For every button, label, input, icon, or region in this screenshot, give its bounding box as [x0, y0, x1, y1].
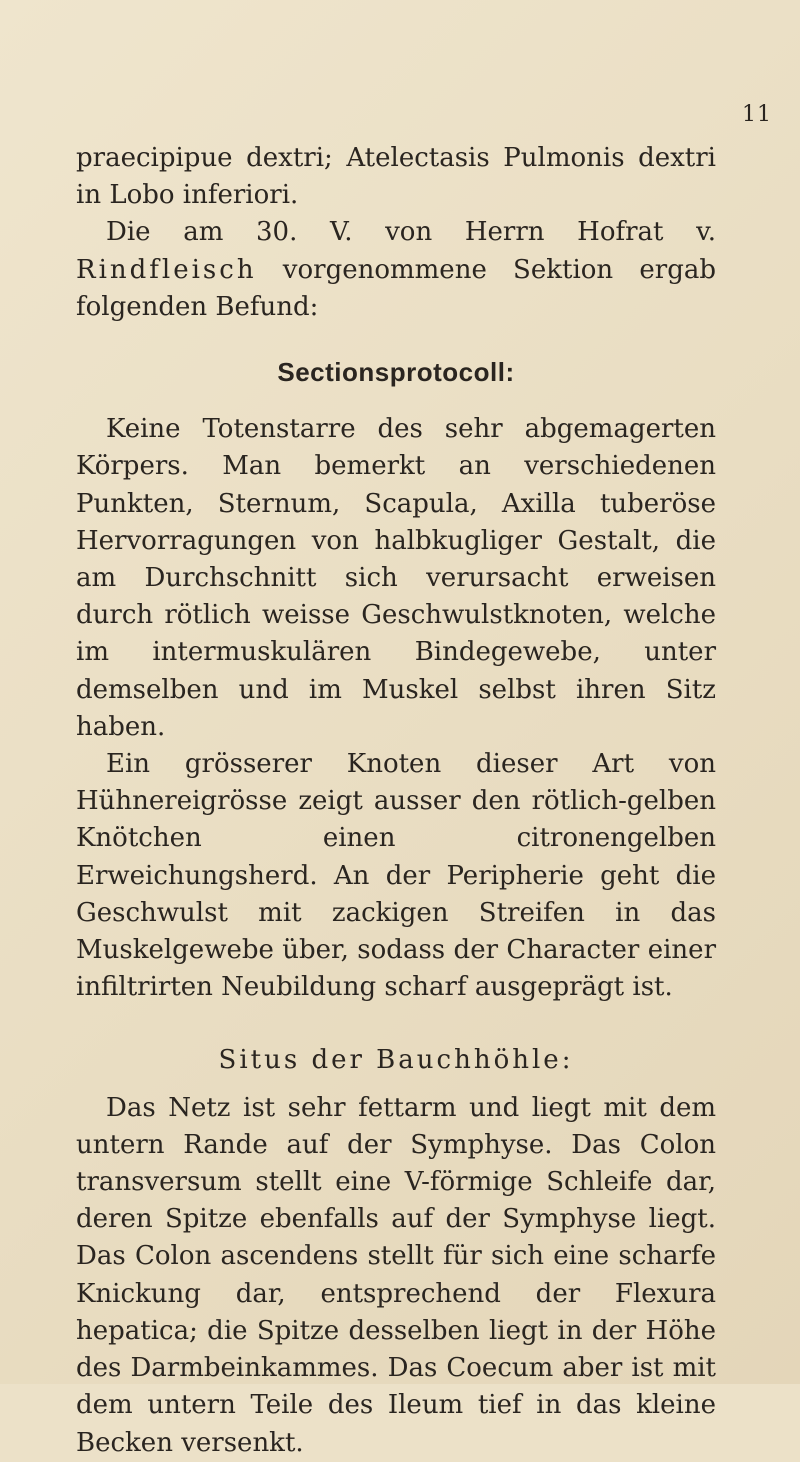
paragraph-2-end: vorgenommene Sektion ergab folgenden Befund: [76, 254, 716, 322]
subsection-heading: Situs der Bauchhöhle: [218, 1045, 574, 1076]
paragraph-4: Ein grösserer Knoten dieser Art von Hühnereigrösse zeigt ausser den rötlich-gelben Knötchen einen citronengelben Erweichungsherd. An der Peripherie geht die Geschwulst mit zackigen Streifen in das Muskelgewebe über, sodass der Character einer infiltrirten Neubildung scharf ausgeprägt ist. [76, 749, 716, 1003]
author-name: Rindfleisch [76, 254, 257, 285]
paragraph-1: praecipipue dextri; Atelectasis Pulmonis dextri in Lobo inferiori. [76, 143, 716, 211]
paragraph-2-start: Die am 30. V. von Herrn Hofrat v. [106, 217, 716, 248]
paragraph-2 [76, 214, 716, 326]
section-heading: Sectionsprotocoll: [277, 357, 515, 388]
page-number: 11 [742, 102, 772, 127]
paragraph-5: Das Netz ist sehr fettarm und liegt mit dem untern Rande auf der Symphyse. Das Colon transversum stellt eine V-förmige Schleife dar, deren Spitze ebenfalls auf der Symphyse liegt. Das Colon ascendens stellt für sich eine scharfe Knickung dar, entsprechend der Flexura hepatica; die Spitze desselben liegt in der Höhe des Darmbeinkammes. Das Coecum aber ist mit dem untern Teile des Ileum tief in das kleine Becken versenkt. [76, 1092, 716, 1458]
body-text [76, 140, 716, 1462]
paragraph-3: Keine Totenstarre des sehr abgemagerten Körpers. Man bemerkt an verschiedenen Punkten, Sternum, Scapula, Axilla tuberöse Hervorragungen von halbkugliger Gestalt, die am Durchschnitt sich verursacht erweisen durch rötlich weisse Geschwulstknoten, welche im intermuskulären Bindegewebe, unter demselben und im Muskel selbst ihren Sitz haben. [76, 414, 716, 742]
